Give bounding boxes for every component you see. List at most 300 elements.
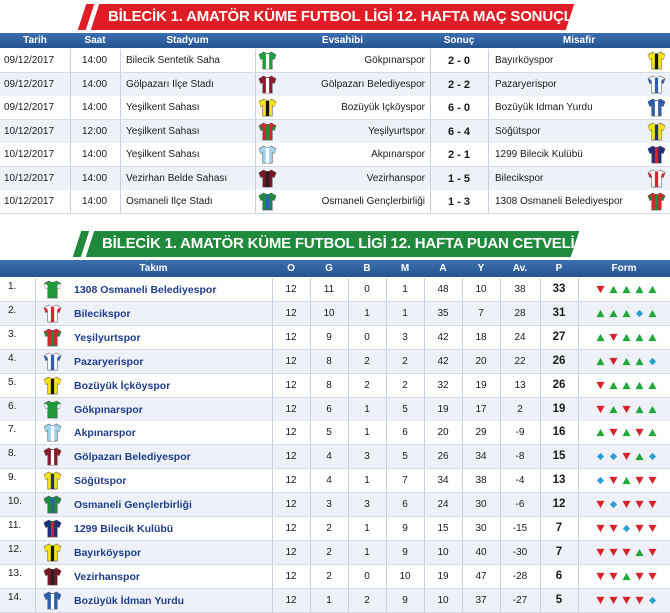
- column-divider: [310, 398, 311, 421]
- result-stadium: Yeşilkent Sahası: [126, 102, 200, 113]
- column-divider: [272, 517, 273, 540]
- loss-triangle-icon: [596, 548, 605, 557]
- column-divider: [70, 190, 71, 213]
- win-triangle-icon: [648, 333, 657, 342]
- stat-points: 31: [552, 306, 566, 319]
- result-date: 09/12/2017: [4, 102, 55, 113]
- column-divider: [348, 278, 349, 301]
- column-divider: [462, 493, 463, 516]
- column-divider: [462, 326, 463, 349]
- team-name[interactable]: Bayırköyspor: [74, 546, 142, 559]
- stat-b: 1: [364, 307, 370, 319]
- team-rank: 1.: [8, 281, 17, 292]
- column-divider: [488, 190, 489, 213]
- column-divider: [255, 49, 256, 72]
- standings-row: [0, 541, 670, 565]
- team-jersey-icon: [43, 471, 62, 490]
- draw-diamond-icon: [648, 596, 657, 605]
- stat-g: 2: [326, 546, 332, 558]
- win-triangle-icon: [635, 333, 644, 342]
- column-divider: [70, 96, 71, 119]
- loss-triangle-icon: [596, 524, 605, 533]
- column-divider: [35, 278, 36, 301]
- loss-triangle-icon: [596, 500, 605, 509]
- column-divider: [386, 374, 387, 397]
- stat-y: 30: [475, 499, 487, 511]
- column-divider: [500, 278, 501, 301]
- column-divider: [578, 326, 579, 349]
- result-stadium: Yeşilkent Sahası: [126, 149, 200, 160]
- standings-row: [0, 302, 670, 326]
- stat-b: 1: [364, 427, 370, 439]
- result-row: [0, 96, 670, 120]
- stat-m: 7: [402, 475, 408, 487]
- form-indicators: [596, 500, 666, 510]
- team-rank: 10.: [8, 496, 22, 508]
- loss-triangle-icon: [596, 285, 605, 294]
- column-divider: [540, 517, 541, 540]
- stat-y: 20: [475, 355, 487, 367]
- team-name[interactable]: Söğütspor: [74, 475, 127, 488]
- win-triangle-icon: [648, 285, 657, 294]
- team-rank: 9.: [8, 472, 17, 484]
- stat-av: 13: [514, 379, 526, 391]
- loss-triangle-icon: [622, 405, 631, 414]
- team-name[interactable]: Gökpınarspor: [74, 403, 143, 416]
- loss-triangle-icon: [648, 548, 657, 557]
- result-row: [0, 73, 670, 97]
- stat-g: 5: [326, 427, 332, 439]
- stat-b: 1: [364, 403, 370, 415]
- column-divider: [348, 493, 349, 516]
- loss-triangle-icon: [635, 572, 644, 581]
- stat-y: 30: [475, 523, 487, 534]
- loss-triangle-icon: [609, 524, 618, 533]
- away-jersey-icon: [647, 169, 666, 188]
- result-home: Gökpınarspor: [364, 55, 425, 66]
- standings-row: [0, 398, 670, 422]
- column-divider: [120, 96, 121, 119]
- stat-g: 3: [326, 499, 332, 511]
- team-jersey-icon: [43, 519, 62, 538]
- stat-y: 37: [475, 594, 487, 606]
- away-jersey-icon: [647, 192, 666, 211]
- column-divider: [272, 493, 273, 516]
- team-name[interactable]: 1299 Bilecik Kulübü: [74, 523, 174, 535]
- stat-o: 12: [285, 403, 297, 415]
- stat-av: 38: [514, 284, 526, 295]
- result-date: 10/12/2017: [4, 125, 55, 137]
- column-divider: [348, 302, 349, 325]
- stat-points: 33: [552, 283, 566, 295]
- loss-triangle-icon: [596, 572, 605, 581]
- draw-diamond-icon: [609, 500, 618, 509]
- team-rank: 14.: [8, 591, 22, 603]
- stat-points: 13: [552, 474, 566, 487]
- column-divider: [500, 326, 501, 349]
- stat-g: 4: [326, 451, 332, 463]
- home-jersey-icon: [258, 75, 277, 94]
- column-divider: [424, 469, 425, 492]
- stat-o: 12: [285, 307, 297, 319]
- result-time: 14:00: [82, 55, 108, 66]
- team-name[interactable]: Pazaryerispor: [74, 355, 144, 368]
- team-jersey-icon: [43, 352, 62, 371]
- column-divider: [540, 589, 541, 612]
- column-divider: [35, 517, 36, 540]
- column-divider: [348, 326, 349, 349]
- win-triangle-icon: [648, 405, 657, 414]
- team-name[interactable]: Bozüyük İçköyspor: [74, 379, 171, 392]
- column-divider: [272, 278, 273, 301]
- column-divider: [540, 445, 541, 468]
- win-triangle-icon: [635, 548, 644, 557]
- column-divider: [272, 374, 273, 397]
- column-divider: [310, 278, 311, 301]
- column-divider: [500, 350, 501, 373]
- win-triangle-icon: [596, 333, 605, 342]
- results-header: [0, 33, 670, 48]
- stat-av: -27: [512, 594, 528, 606]
- standings-row: [0, 493, 670, 517]
- standings-header: [0, 260, 670, 277]
- stat-points: 19: [552, 402, 566, 415]
- result-time: 14:00: [82, 196, 108, 207]
- win-triangle-icon: [635, 405, 644, 414]
- column-divider: [462, 445, 463, 468]
- stat-g: 9: [326, 331, 332, 343]
- column-divider: [500, 421, 501, 444]
- away-jersey-icon: [647, 98, 666, 117]
- column-divider: [272, 589, 273, 612]
- stat-m: 5: [402, 451, 408, 463]
- column-divider: [540, 469, 541, 492]
- column-divider: [462, 565, 463, 588]
- team-name[interactable]: Vezirhanspor: [74, 570, 140, 583]
- col-away: Misafir: [562, 35, 596, 46]
- loss-triangle-icon: [648, 572, 657, 581]
- result-score: 2 - 1: [447, 149, 470, 161]
- stat-a: 34: [437, 475, 449, 487]
- result-row: [0, 120, 670, 144]
- column-divider: [578, 493, 579, 516]
- team-jersey-icon: [43, 543, 62, 562]
- win-triangle-icon: [622, 357, 631, 366]
- stat-av: -6: [515, 499, 525, 511]
- stat-o: 12: [285, 499, 297, 511]
- column-divider: [488, 96, 489, 119]
- column-divider: [310, 445, 311, 468]
- stat-b: 2: [364, 379, 370, 391]
- column-divider: [35, 350, 36, 373]
- stat-g: 2: [326, 523, 332, 534]
- team-name[interactable]: Yeşilyurtspor: [74, 331, 141, 344]
- win-triangle-icon: [648, 428, 657, 437]
- column-divider: [424, 374, 425, 397]
- result-stadium: Yeşilkent Sahası: [126, 125, 200, 137]
- team-rank: 5.: [8, 376, 17, 388]
- column-divider: [70, 143, 71, 166]
- result-away: Söğütspor: [495, 125, 541, 137]
- standings-row: [0, 421, 670, 445]
- column-divider: [35, 374, 36, 397]
- column-divider: [462, 302, 463, 325]
- column-divider: [386, 517, 387, 540]
- form-indicators: [596, 309, 666, 319]
- team-name[interactable]: Akpınarspor: [74, 427, 136, 440]
- team-jersey-icon: [43, 400, 62, 419]
- result-home: Bozüyük İçköyspor: [341, 102, 425, 113]
- win-triangle-icon: [596, 428, 605, 437]
- column-divider: [310, 565, 311, 588]
- stat-av: -30: [512, 546, 528, 558]
- column-divider: [120, 143, 121, 166]
- column-divider: [348, 541, 349, 564]
- win-triangle-icon: [635, 452, 644, 461]
- column-divider: [255, 190, 256, 213]
- loss-triangle-icon: [635, 476, 644, 485]
- win-triangle-icon: [622, 285, 631, 294]
- standings-row: [0, 445, 670, 469]
- team-rank: 7.: [8, 424, 17, 436]
- stat-y: 40: [475, 546, 487, 558]
- stat-m: 9: [402, 546, 408, 558]
- column-divider: [424, 398, 425, 421]
- stat-points: 7: [555, 522, 563, 534]
- form-indicators: [596, 476, 666, 486]
- standings-row: [0, 278, 670, 302]
- col-time: Saat: [84, 35, 106, 46]
- loss-triangle-icon: [596, 405, 605, 414]
- stat-b: 0: [364, 284, 370, 295]
- form-indicators: [596, 452, 666, 462]
- column-divider: [424, 350, 425, 373]
- result-stadium: Gölpazarı İlçe Stadı: [126, 78, 214, 90]
- result-stadium: Vezirhan Belde Sahası: [126, 172, 228, 184]
- win-triangle-icon: [622, 428, 631, 437]
- stat-a: 26: [437, 451, 449, 463]
- team-rank: 8.: [8, 448, 17, 460]
- column-divider: [500, 445, 501, 468]
- stat-o: 12: [285, 523, 297, 534]
- away-jersey-icon: [647, 145, 666, 164]
- team-jersey-icon: [43, 423, 62, 442]
- stat-y: 10: [475, 284, 487, 295]
- result-away: Pazaryerispor: [495, 78, 557, 90]
- team-jersey-icon: [43, 328, 62, 347]
- column-divider: [272, 421, 273, 444]
- column-divider: [120, 120, 121, 143]
- column-divider: [430, 120, 431, 143]
- result-away: Bilecikspor: [495, 172, 544, 184]
- column-divider: [500, 493, 501, 516]
- loss-triangle-icon: [609, 428, 618, 437]
- column-divider: [462, 374, 463, 397]
- team-jersey-icon: [43, 495, 62, 514]
- team-name[interactable]: Gölpazarı Belediyespor: [74, 451, 191, 464]
- column-divider: [424, 445, 425, 468]
- stat-b: 2: [364, 355, 370, 367]
- result-home: Vezirhanspor: [366, 172, 425, 184]
- form-indicators: [596, 596, 666, 606]
- form-indicators: [596, 548, 666, 558]
- away-jersey-icon: [647, 51, 666, 70]
- column-divider: [500, 541, 501, 564]
- column-divider: [348, 589, 349, 612]
- form-indicators: [596, 285, 666, 295]
- column-divider: [70, 120, 71, 143]
- col-y: Y: [477, 263, 485, 274]
- result-home: Osmaneli Gençlerbirliği: [321, 196, 425, 207]
- column-divider: [310, 302, 311, 325]
- team-rank: 12.: [8, 543, 22, 555]
- stat-m: 6: [402, 499, 408, 511]
- stat-g: 11: [323, 284, 335, 295]
- column-divider: [386, 278, 387, 301]
- loss-triangle-icon: [609, 333, 618, 342]
- loss-triangle-icon: [609, 476, 618, 485]
- column-divider: [272, 565, 273, 588]
- stat-a: 19: [437, 403, 449, 415]
- result-date: 09/12/2017: [4, 55, 55, 66]
- form-indicators: [596, 524, 666, 534]
- column-divider: [120, 49, 121, 72]
- standings-row: [0, 565, 670, 589]
- result-away: Bayırköyspor: [495, 55, 554, 66]
- result-time: 14:00: [82, 78, 108, 90]
- column-divider: [462, 421, 463, 444]
- form-indicators: [596, 333, 666, 343]
- team-jersey-icon: [43, 447, 62, 466]
- stat-g: 8: [326, 355, 332, 367]
- column-divider: [488, 120, 489, 143]
- stat-a: 24: [437, 499, 449, 511]
- column-divider: [348, 350, 349, 373]
- column-divider: [272, 541, 273, 564]
- column-divider: [462, 469, 463, 492]
- column-divider: [540, 493, 541, 516]
- column-divider: [578, 589, 579, 612]
- column-divider: [35, 541, 36, 564]
- column-divider: [255, 143, 256, 166]
- column-divider: [272, 326, 273, 349]
- result-date: 10/12/2017: [4, 196, 55, 207]
- column-divider: [500, 374, 501, 397]
- column-divider: [540, 326, 541, 349]
- stat-b: 0: [364, 570, 370, 582]
- col-o: O: [287, 263, 295, 274]
- standings-title: BİLECİK 1. AMATÖR KÜME FUTBOL LİGİ 12. HAFTA PUAN CETVELİ: [102, 235, 575, 252]
- column-divider: [430, 73, 431, 96]
- loss-triangle-icon: [596, 596, 605, 605]
- loss-triangle-icon: [635, 596, 644, 605]
- stat-y: 38: [475, 475, 487, 487]
- win-triangle-icon: [596, 309, 605, 318]
- column-divider: [35, 445, 36, 468]
- result-time: 14:00: [82, 149, 108, 160]
- column-divider: [386, 445, 387, 468]
- stat-av: -8: [515, 451, 525, 463]
- column-divider: [386, 350, 387, 373]
- standings-row: [0, 589, 670, 613]
- stat-y: 47: [475, 570, 487, 582]
- stat-y: 34: [475, 451, 487, 463]
- team-name[interactable]: Osmaneli Gençlerbirliği: [74, 499, 192, 512]
- stat-m: 2: [402, 355, 408, 367]
- column-divider: [310, 350, 311, 373]
- column-divider: [424, 326, 425, 349]
- column-divider: [424, 421, 425, 444]
- column-divider: [35, 589, 36, 612]
- stat-y: 7: [478, 307, 484, 319]
- stat-o: 12: [285, 379, 297, 391]
- result-score: 2 - 0: [447, 55, 470, 67]
- team-name[interactable]: Bozüyük İdman Yurdu: [74, 594, 185, 607]
- team-name[interactable]: 1308 Osmaneli Belediyespor: [74, 284, 217, 296]
- team-name[interactable]: Bilecikspor: [74, 307, 131, 320]
- col-av: Av.: [512, 263, 528, 274]
- stat-points: 26: [552, 354, 566, 367]
- stat-o: 12: [285, 355, 297, 367]
- stat-m: 5: [402, 403, 408, 415]
- result-row: [0, 49, 670, 73]
- standings-row: [0, 469, 670, 493]
- column-divider: [500, 398, 501, 421]
- column-divider: [348, 565, 349, 588]
- col-m: M: [400, 263, 410, 274]
- column-divider: [35, 565, 36, 588]
- home-jersey-icon: [258, 192, 277, 211]
- column-divider: [386, 493, 387, 516]
- stat-av: -4: [515, 475, 525, 487]
- win-triangle-icon: [596, 357, 605, 366]
- column-divider: [500, 469, 501, 492]
- column-divider: [348, 374, 349, 397]
- result-home: Akpınarspor: [371, 149, 425, 160]
- column-divider: [255, 167, 256, 190]
- result-home: Gölpazarı Belediyespor: [321, 78, 425, 90]
- col-date: Tarih: [23, 35, 47, 46]
- stat-m: 9: [402, 594, 408, 606]
- win-triangle-icon: [609, 405, 618, 414]
- column-divider: [462, 350, 463, 373]
- stat-b: 1: [364, 523, 370, 534]
- column-divider: [500, 302, 501, 325]
- column-divider: [255, 120, 256, 143]
- stat-b: 0: [364, 331, 370, 343]
- column-divider: [488, 49, 489, 72]
- column-divider: [540, 541, 541, 564]
- loss-triangle-icon: [635, 428, 644, 437]
- stat-g: 1: [326, 594, 332, 606]
- column-divider: [310, 517, 311, 540]
- column-divider: [578, 421, 579, 444]
- column-divider: [462, 398, 463, 421]
- stat-points: 27: [552, 330, 566, 343]
- column-divider: [272, 302, 273, 325]
- column-divider: [424, 541, 425, 564]
- column-divider: [35, 302, 36, 325]
- stat-o: 12: [285, 594, 297, 606]
- draw-diamond-icon: [609, 452, 618, 461]
- column-divider: [310, 421, 311, 444]
- column-divider: [500, 589, 501, 612]
- result-time: 12:00: [82, 125, 108, 137]
- stat-av: 24: [514, 331, 526, 343]
- draw-diamond-icon: [622, 524, 631, 533]
- win-triangle-icon: [622, 333, 631, 342]
- stat-av: -9: [515, 427, 525, 439]
